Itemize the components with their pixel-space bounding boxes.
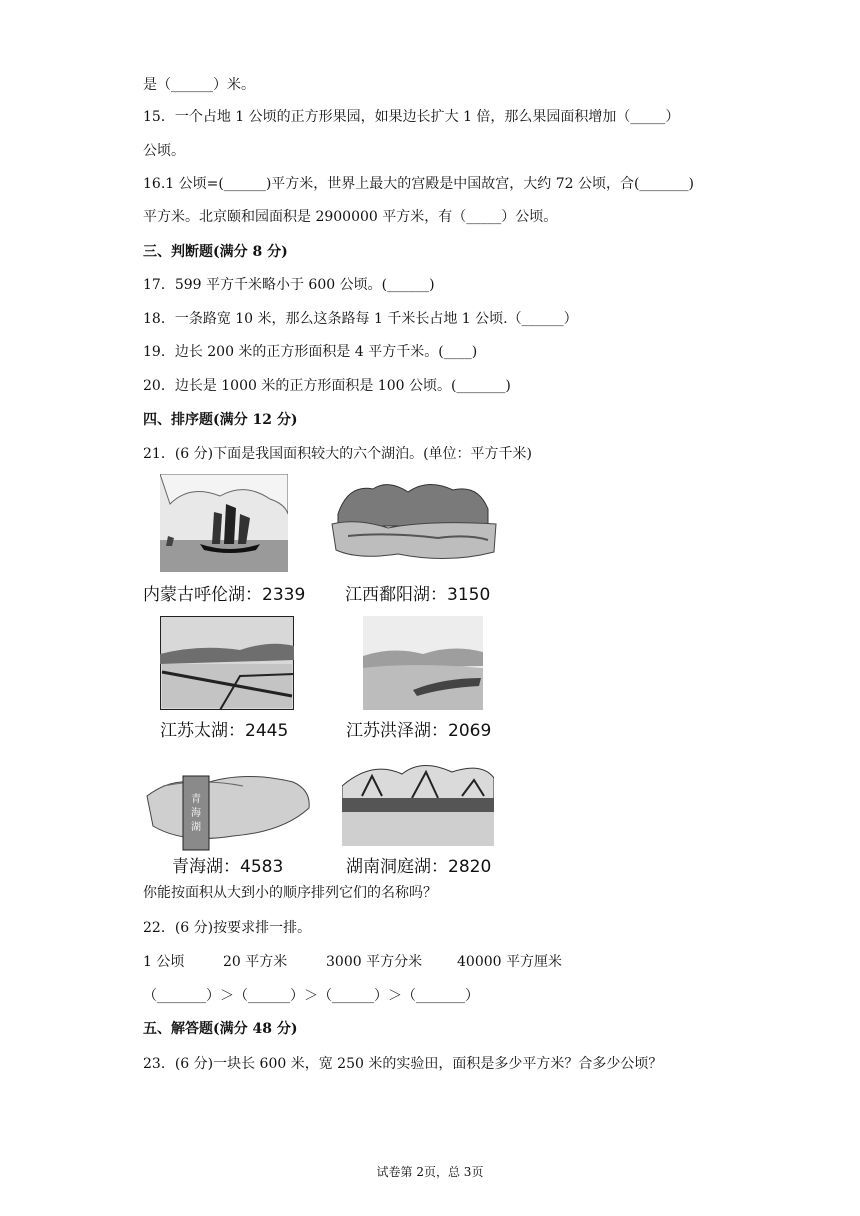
section-3-heading: 三、判断题(满分 8 分) [143, 244, 288, 260]
dongting-lake-image [342, 756, 494, 846]
lake-caption-poyang: 江西鄱阳湖：3150 [345, 585, 491, 605]
q14-tail: 是（______）米。 [143, 77, 255, 93]
lake-caption-taihu: 江苏太湖：2445 [160, 721, 289, 741]
q16-text: 16.1 公顷=(______)平方米，世界上最大的宫殿是中国故宫，大约 72 公顷，合(_______) [143, 176, 694, 192]
q22-items [143, 953, 562, 971]
q16-tail: 平方米。北京颐和园面积是 2900000 平方米，有（_____）公顷。 [143, 209, 558, 225]
q22-item: 20 平方米 [223, 954, 288, 970]
q22-item: 40000 平方厘米 [457, 954, 562, 970]
q17-text: 17．599 平方千米略小于 600 公顷。(______) [143, 277, 435, 293]
lake-caption-hulun: 内蒙古呼伦湖：2339 [143, 585, 306, 605]
svg-text:青: 青 [191, 794, 201, 805]
q21-question: 你能按面积从大到小的顺序排列它们的名称吗？ [143, 885, 437, 901]
q22-order-blanks: （_______）＞（______）＞（______）＞（_______） [143, 988, 479, 1004]
lake-caption-dongting: 湖南洞庭湖：2820 [346, 857, 492, 877]
q18-text: 18．一条路宽 10 米，那么这条路每 1 千米长占地 1 公顷.（______） [143, 311, 578, 327]
poyang-lake-image [328, 474, 498, 572]
hulun-lake-image [160, 474, 288, 572]
svg-text:湖: 湖 [191, 822, 201, 833]
q22-text: 22．(6 分)按要求排一排。 [143, 920, 312, 936]
q20-text: 20．边长是 1000 米的正方形面积是 100 公顷。(_______) [143, 378, 511, 394]
q22-item: 3000 平方分米 [326, 954, 423, 970]
lake-caption-qinghai: 青海湖：4583 [172, 857, 284, 877]
q22-item: 1 公顷 [143, 954, 185, 970]
lake-caption-hongze: 江苏洪泽湖：2069 [346, 721, 492, 741]
hongze-lake-image [363, 616, 483, 710]
q23-text: 23．(6 分)一块长 600 米，宽 250 米的实验田，面积是多少平方米？合多少公顷？ [143, 1056, 663, 1072]
svg-text:海: 海 [191, 808, 201, 819]
taihu-lake-image [160, 616, 294, 710]
q15-tail: 公顷。 [143, 143, 185, 159]
qinghai-lake-image [143, 756, 313, 852]
q21-text: 21．(6 分)下面是我国面积较大的六个湖泊。(单位：平方千米) [143, 446, 533, 462]
q19-text: 19．边长 200 米的正方形面积是 4 平方千米。(____) [143, 344, 478, 360]
q15-text: 15．一个占地 1 公顷的正方形果园，如果边长扩大 1 倍，那么果园面积增加（_____） [143, 109, 680, 125]
page-footer: 试卷第 2页，总 3页 [376, 1165, 484, 1179]
section-4-heading: 四、排序题(满分 12 分) [143, 412, 298, 428]
section-5-heading: 五、解答题(满分 48 分) [143, 1021, 298, 1037]
